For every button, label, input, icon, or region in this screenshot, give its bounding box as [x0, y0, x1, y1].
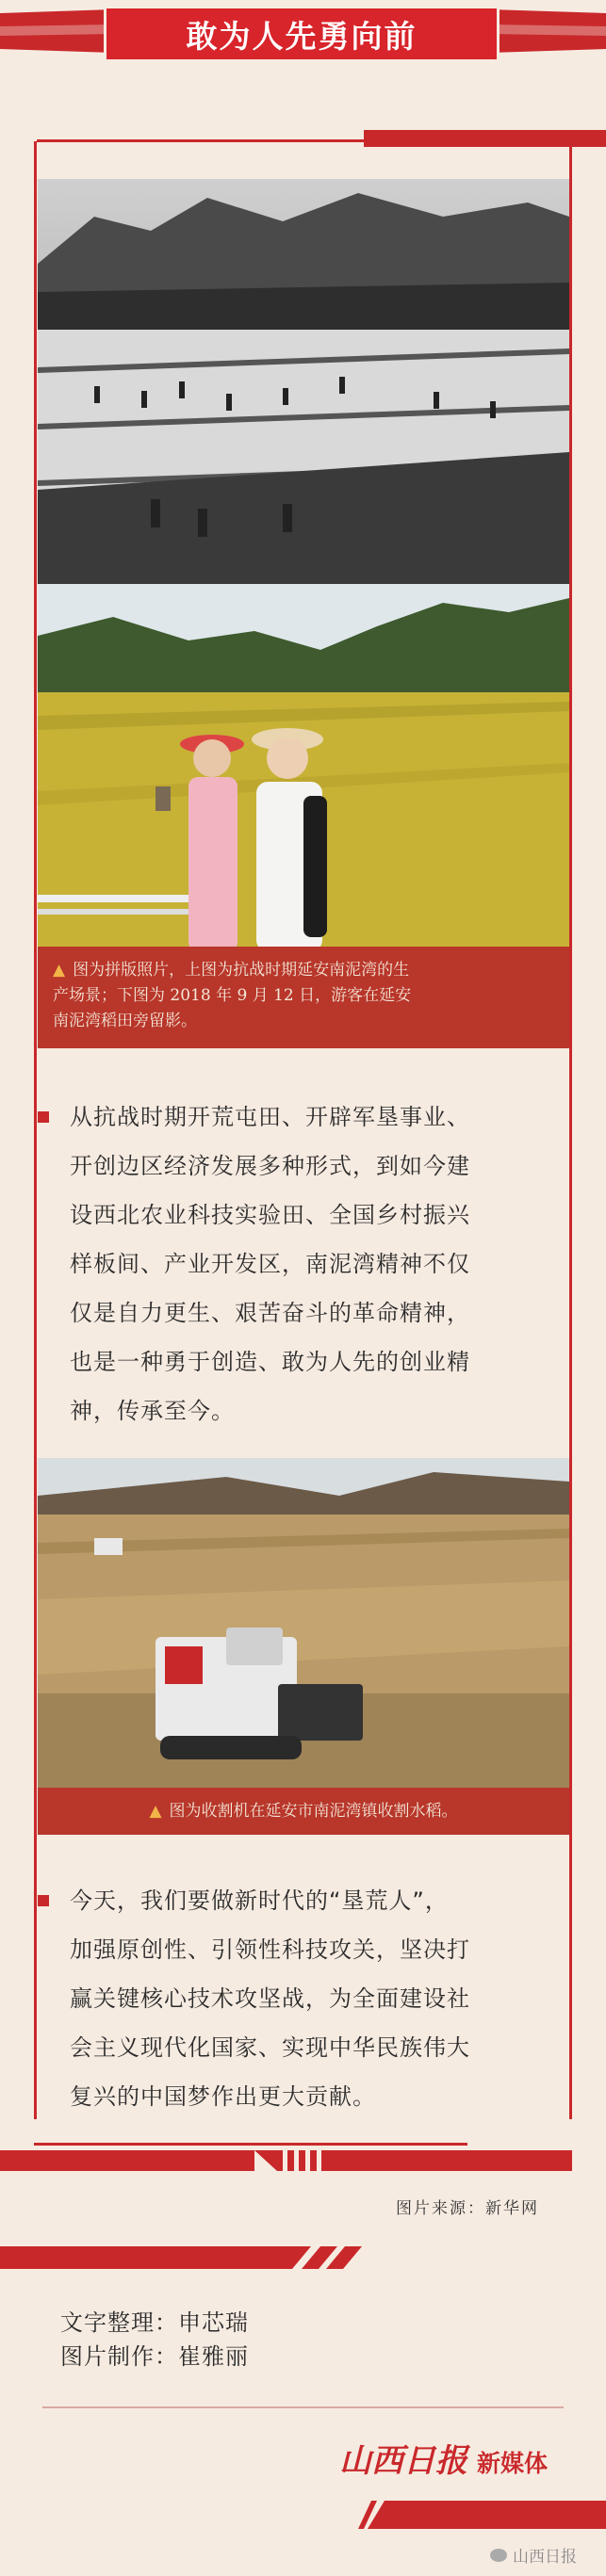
- paragraph-bullet: [38, 1111, 49, 1123]
- paragraph-1: [70, 1093, 569, 1435]
- historical-photo: [38, 179, 569, 584]
- image-editor-credit: 图片制作：崔雅丽: [60, 2343, 249, 2370]
- paragraph-line: 赢关键核心技术攻坚战，为全面建设社: [70, 1985, 470, 2012]
- brand-logo: 山西日报: [339, 2442, 467, 2480]
- staff-credits: [60, 2306, 249, 2373]
- paragraph-line: 设西北农业科技实验田、全国乡村振兴: [70, 1202, 470, 1228]
- triangle-icon: ▲: [53, 961, 66, 980]
- footer-stripes: [358, 2501, 606, 2529]
- brand-subtitle: 新媒体: [477, 2450, 549, 2477]
- paragraph-2: [70, 1876, 569, 2121]
- photo1-caption: [38, 947, 569, 1048]
- frame-right: [569, 141, 572, 2119]
- paragraph-line: 加强原创性、引领性科技攻关，坚决打: [70, 1936, 470, 1963]
- wechat-icon: [490, 2549, 507, 2562]
- frame-bottom-left: [0, 2150, 254, 2171]
- harvester-photo: [38, 1458, 569, 1788]
- brand-block: [339, 2435, 548, 2481]
- tourists-photo: [38, 584, 569, 951]
- watermark-text: 山西日报: [513, 2548, 577, 2567]
- paragraph-line: 开创边区经济发展多种形式，到如今建: [70, 1153, 470, 1179]
- caption-line: 南泥湾稻田旁留影。: [53, 1012, 197, 1030]
- photo2-caption: [38, 1788, 569, 1835]
- paragraph-line: 样板间、产业开发区，南泥湾精神不仅: [70, 1251, 470, 1277]
- paragraph-line: 今天，我们要做新时代的“垦荒人”，: [70, 1887, 449, 1914]
- paragraph-line: 也是一种勇于创造、敢为人先的创业精: [70, 1349, 470, 1375]
- caption-text: 图为收割机在延安市南泥湾镇收割水稻。: [169, 1801, 458, 1821]
- paragraph-line: 会主义现代化国家、实现中华民族伟大: [70, 2034, 470, 2061]
- frame-bottom: [34, 2143, 467, 2146]
- page-title: 敢为人先勇向前: [104, 6, 500, 62]
- paragraph-line: 神，传承至今。: [70, 1398, 235, 1424]
- caption-line: 图为拼版照片，上图为抗战时期延安南泥湾的生: [73, 961, 410, 980]
- divider-line: [42, 2406, 564, 2408]
- paragraph-line: 仅是自力更生、艰苦奋斗的革命精神，: [70, 1300, 470, 1326]
- watermark: [490, 2543, 577, 2567]
- paragraph-line: 复兴的中国梦作出更大贡献。: [70, 2083, 376, 2110]
- frame-bottom-stripes: [254, 2150, 572, 2171]
- staff-divider: [0, 2246, 606, 2269]
- triangle-icon: ▲: [149, 1801, 162, 1821]
- paragraph-line: 从抗战时期开荒屯田、开辟军垦事业、: [70, 1104, 470, 1130]
- frame-top: [37, 139, 572, 142]
- text-editor-credit: 文字整理：申芯瑞: [60, 2309, 249, 2336]
- paragraph-bullet: [38, 1895, 49, 1906]
- source-credit: 图片来源：新华网: [396, 2199, 539, 2218]
- caption-line: 产场景；下图为 2018 年 9 月 12 日，游客在延安: [53, 986, 412, 1005]
- frame-left: [34, 141, 37, 2119]
